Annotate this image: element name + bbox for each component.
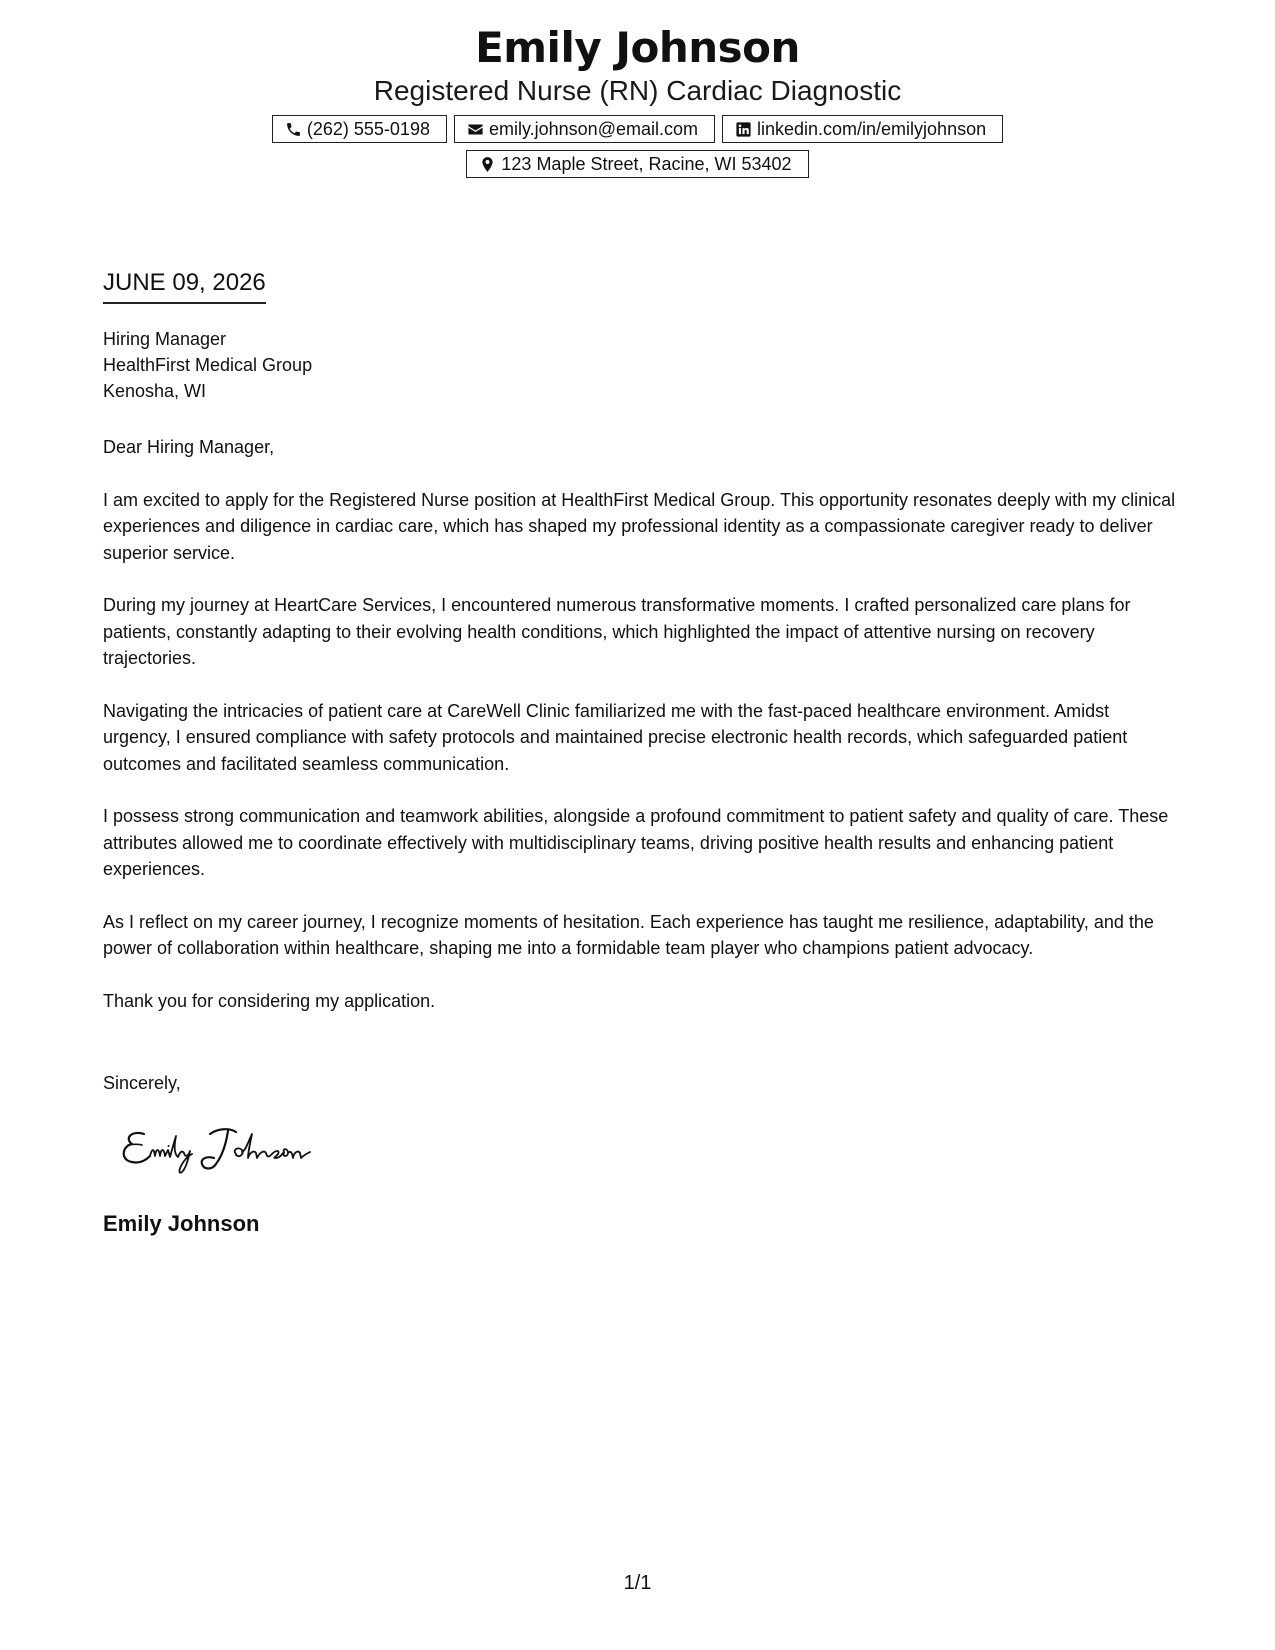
body-paragraph: I possess strong communication and teamwork abilities, alongside a profound commitment to patient safety and quality of care. These attributes allowed me to coordinate effectively with multidisciplinary teams, driving positive health results and enhancing patient experiences. bbox=[103, 806, 1169, 879]
phone-icon bbox=[285, 121, 302, 138]
recipient-line: Kenosha, WI bbox=[103, 381, 207, 401]
address-chip[interactable] bbox=[466, 150, 808, 178]
recipient-line: Hiring Manager bbox=[103, 329, 227, 349]
recipient-block bbox=[103, 326, 312, 404]
signer-name: Emily Johnson bbox=[103, 1211, 260, 1236]
phone-text: (262) 555-0198 bbox=[306, 118, 430, 139]
email-text: emily.johnson@email.com bbox=[488, 118, 698, 139]
letter-date: JUNE 09, 2026 bbox=[103, 268, 266, 304]
recipient-line: HealthFirst Medical Group bbox=[103, 355, 313, 375]
page-number: 1/1 bbox=[623, 1572, 652, 1594]
thanks-line: Thank you for considering my application. bbox=[103, 990, 436, 1011]
body-paragraph: Navigating the intricacies of patient care at CareWell Clinic familiarized me with the fast-paced healthcare environment. Amidst urgency, I ensured compliance with safety protocols and maintained precise electronic health records, which safeguarded patient outcomes and facilitated seamless communication. bbox=[103, 700, 1128, 774]
letter-body bbox=[103, 434, 1178, 1040]
body-paragraph: During my journey at HeartCare Services, I encountered numerous transformative moments. I crafted personalized care plans for patients, constantly adapting to their evolving health conditions, which highlighted the impact of attentive nursing on recovery trajectories. bbox=[103, 595, 1131, 668]
email-chip[interactable] bbox=[454, 115, 715, 143]
linkedin-text: linkedin.com/in/emilyjohnson bbox=[756, 118, 987, 139]
map-pin-icon bbox=[479, 156, 496, 173]
handwritten-signature bbox=[118, 1120, 358, 1176]
body-paragraph: As I reflect on my career journey, I recognize moments of hesitation. Each experience has taught me resilience, adaptability, and the power of collaboration within healthcare, shaping me into a formidable team player who champions patient advocacy. bbox=[103, 911, 1154, 958]
contact-row-secondary bbox=[0, 150, 1275, 178]
job-title: Registered Nurse (RN) Cardiac Diagnostic bbox=[373, 75, 902, 106]
letter-header bbox=[0, 22, 1275, 185]
contact-row-primary bbox=[0, 115, 1275, 143]
envelope-icon bbox=[467, 121, 484, 138]
linkedin-chip[interactable] bbox=[722, 115, 1003, 143]
address-text: 123 Maple Street, Racine, WI 53402 bbox=[501, 153, 792, 174]
linkedin-icon bbox=[735, 121, 752, 138]
body-paragraph: I am excited to apply for the Registered Nurse position at HealthFirst Medical Group. This opportunity resonates deeply with my clinical experiences and diligence in cardiac care, which has shaped my professional identity as a compassionate caregiver ready to deliver superior service. bbox=[103, 489, 1176, 563]
phone-chip[interactable] bbox=[272, 115, 447, 143]
applicant-name: Emily Johnson bbox=[475, 23, 800, 72]
closing: Sincerely, bbox=[103, 1073, 181, 1093]
salutation: Dear Hiring Manager, bbox=[103, 437, 275, 457]
